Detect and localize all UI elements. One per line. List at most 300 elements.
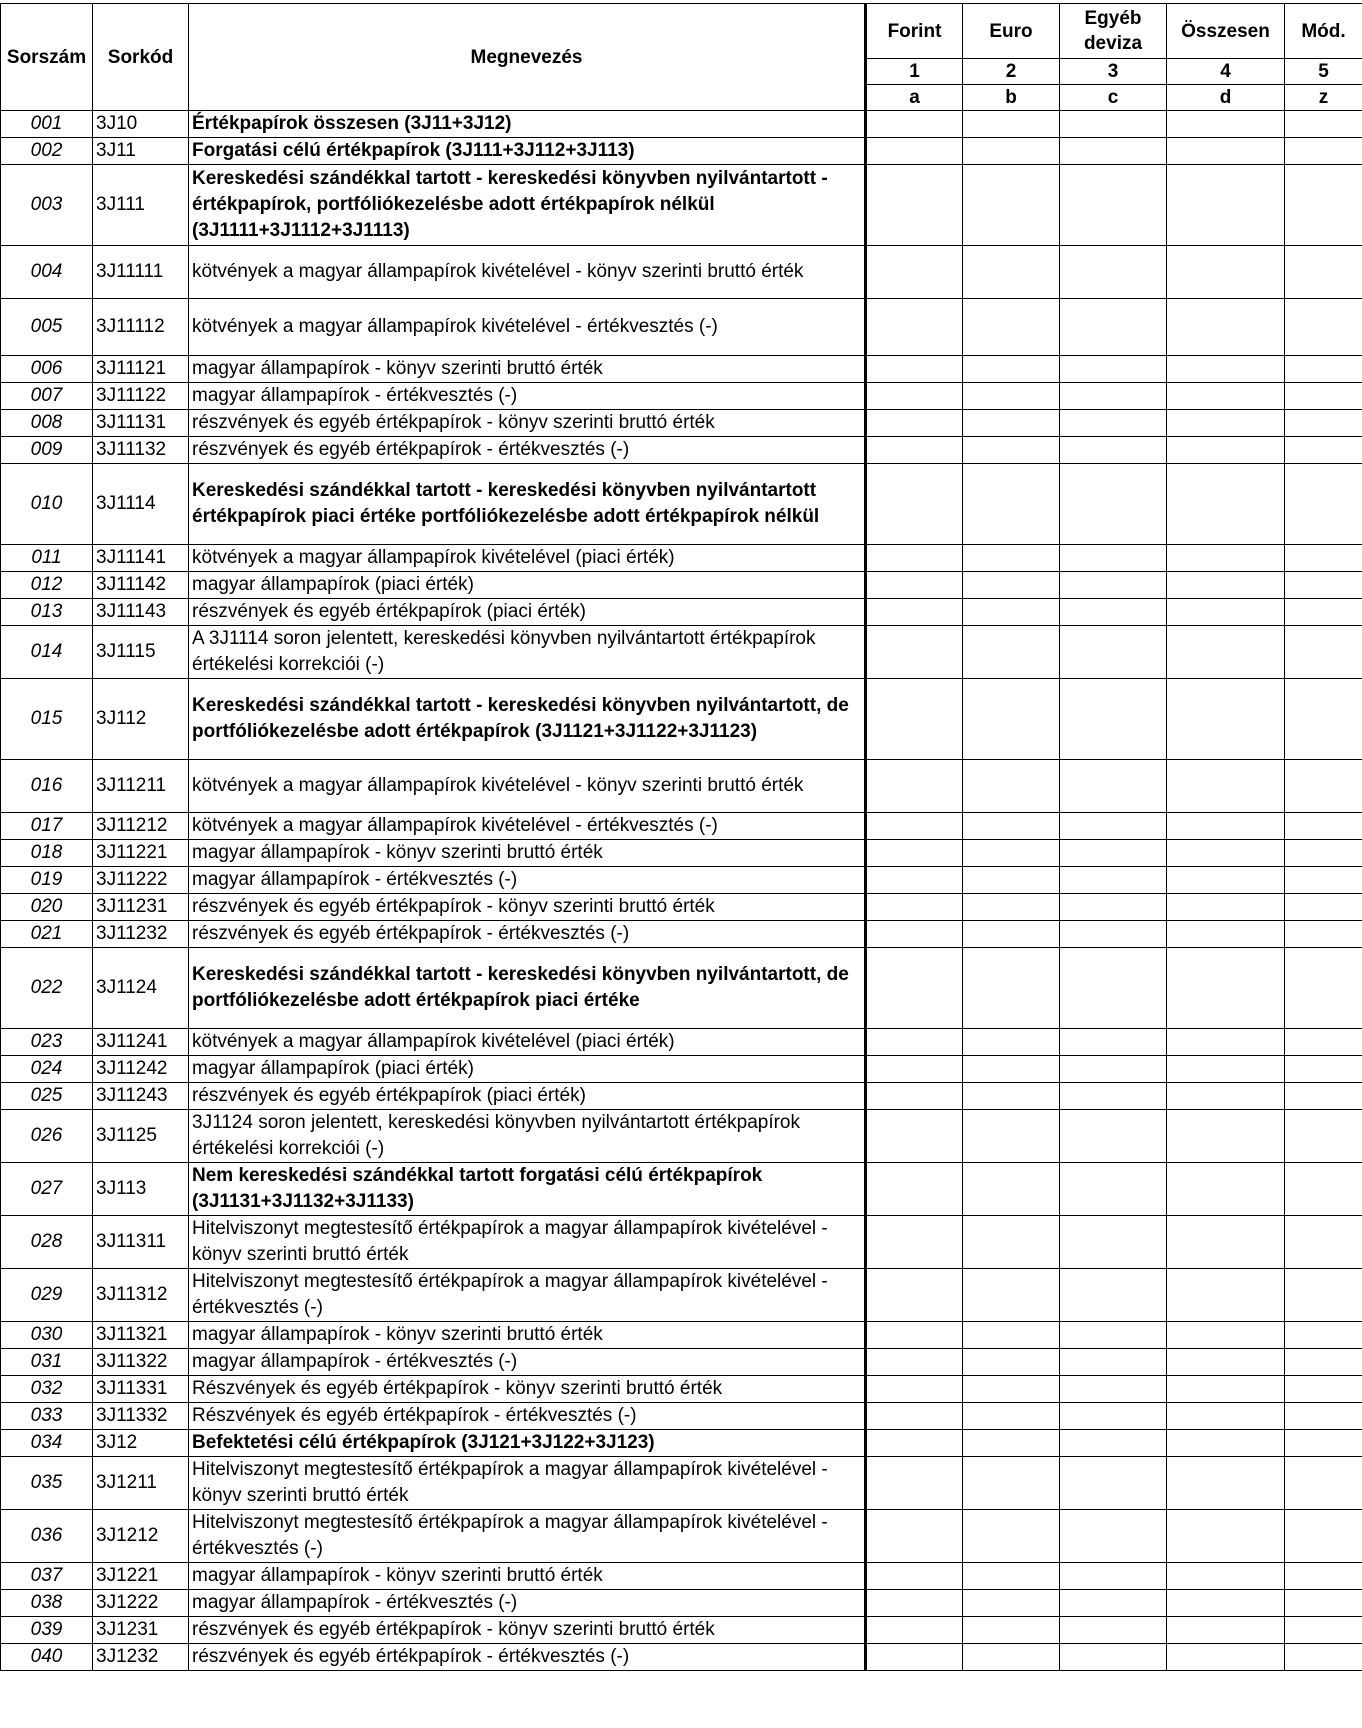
cell-egyeb-deviza[interactable] xyxy=(1060,599,1167,626)
cell-mod[interactable] xyxy=(1285,1110,1362,1163)
row-description: részvények és egyéb értékpapírok (piaci érték) xyxy=(189,1083,866,1110)
row-code: 3J11221 xyxy=(93,840,189,867)
cell-forint[interactable] xyxy=(866,1403,963,1430)
row-description: részvények és egyéb értékpapírok (piaci érték) xyxy=(189,599,866,626)
cell-egyeb-deviza[interactable] xyxy=(1060,840,1167,867)
row-code: 3J11141 xyxy=(93,545,189,572)
cell-egyeb-deviza[interactable] xyxy=(1060,1216,1167,1269)
cell-euro[interactable] xyxy=(963,1056,1060,1083)
cell-osszesen[interactable] xyxy=(1167,867,1285,894)
row-number: 004 xyxy=(1,246,93,299)
row-description: részvények és egyéb értékpapírok - értékvesztés (-) xyxy=(189,921,866,948)
row-description: A 3J1114 soron jelentett, kereskedési könyvben nyilvántartott értékpapírok értékelési korrekciói (-) xyxy=(189,626,866,679)
row-description: magyar állampapírok - értékvesztés (-) xyxy=(189,867,866,894)
cell-euro[interactable] xyxy=(963,1376,1060,1403)
table-row xyxy=(1,1617,1362,1644)
cell-mod[interactable] xyxy=(1285,1403,1362,1430)
cell-mod[interactable] xyxy=(1285,679,1362,760)
cell-forint[interactable] xyxy=(866,1590,963,1617)
cell-euro[interactable] xyxy=(963,1110,1060,1163)
cell-osszesen[interactable] xyxy=(1167,1617,1285,1644)
cell-mod[interactable] xyxy=(1285,867,1362,894)
cell-euro[interactable] xyxy=(963,1163,1060,1216)
cell-forint[interactable] xyxy=(866,383,963,410)
cell-mod[interactable] xyxy=(1285,1644,1362,1671)
cell-mod[interactable] xyxy=(1285,599,1362,626)
table-row xyxy=(1,1056,1362,1083)
header-letter-d: d xyxy=(1167,85,1285,111)
row-number: 016 xyxy=(1,760,93,813)
cell-mod[interactable] xyxy=(1285,111,1362,138)
cell-osszesen[interactable] xyxy=(1167,1056,1285,1083)
row-number: 021 xyxy=(1,921,93,948)
cell-euro[interactable] xyxy=(963,464,1060,545)
table-row xyxy=(1,165,1362,246)
cell-egyeb-deviza[interactable] xyxy=(1060,138,1167,165)
row-number: 034 xyxy=(1,1430,93,1457)
cell-mod[interactable] xyxy=(1285,1269,1362,1322)
header-col-egyeb-deviza: Egyéb deviza xyxy=(1060,4,1167,59)
row-code: 3J11331 xyxy=(93,1376,189,1403)
row-code: 3J1231 xyxy=(93,1617,189,1644)
cell-osszesen[interactable] xyxy=(1167,1029,1285,1056)
row-number: 031 xyxy=(1,1349,93,1376)
cell-osszesen[interactable] xyxy=(1167,437,1285,464)
row-code: 3J11231 xyxy=(93,894,189,921)
cell-osszesen[interactable] xyxy=(1167,246,1285,299)
row-description: Kereskedési szándékkal tartott - kereskedési könyvben nyilvántartott értékpapírok piaci értéke portfóliókezelésbe adott értékpapírok nélkül xyxy=(189,464,866,545)
cell-osszesen[interactable] xyxy=(1167,894,1285,921)
cell-osszesen[interactable] xyxy=(1167,1403,1285,1430)
cell-osszesen[interactable] xyxy=(1167,813,1285,840)
cell-egyeb-deviza[interactable] xyxy=(1060,760,1167,813)
cell-forint[interactable] xyxy=(866,1269,963,1322)
table-row xyxy=(1,921,1362,948)
cell-euro[interactable] xyxy=(963,1510,1060,1563)
cell-mod[interactable] xyxy=(1285,921,1362,948)
row-code: 3J11321 xyxy=(93,1322,189,1349)
cell-egyeb-deviza[interactable] xyxy=(1060,1457,1167,1510)
cell-egyeb-deviza[interactable] xyxy=(1060,1376,1167,1403)
cell-egyeb-deviza[interactable] xyxy=(1060,1403,1167,1430)
cell-forint[interactable] xyxy=(866,165,963,246)
cell-forint[interactable] xyxy=(866,948,963,1029)
cell-egyeb-deviza[interactable] xyxy=(1060,679,1167,760)
row-number: 024 xyxy=(1,1056,93,1083)
cell-forint[interactable] xyxy=(866,1110,963,1163)
row-description: részvények és egyéb értékpapírok - könyv szerinti bruttó érték xyxy=(189,1617,866,1644)
cell-egyeb-deviza[interactable] xyxy=(1060,383,1167,410)
row-code: 3J11243 xyxy=(93,1083,189,1110)
cell-osszesen[interactable] xyxy=(1167,383,1285,410)
table-row xyxy=(1,1430,1362,1457)
row-code: 3J1222 xyxy=(93,1590,189,1617)
row-code: 3J11312 xyxy=(93,1269,189,1322)
row-description: Befektetési célú értékpapírok (3J121+3J122+3J123) xyxy=(189,1430,866,1457)
cell-osszesen[interactable] xyxy=(1167,111,1285,138)
table-row xyxy=(1,840,1362,867)
cell-mod[interactable] xyxy=(1285,165,1362,246)
cell-osszesen[interactable] xyxy=(1167,1269,1285,1322)
row-code: 3J11111 xyxy=(93,246,189,299)
cell-egyeb-deviza[interactable] xyxy=(1060,1510,1167,1563)
cell-mod[interactable] xyxy=(1285,299,1362,356)
cell-egyeb-deviza[interactable] xyxy=(1060,1349,1167,1376)
cell-euro[interactable] xyxy=(963,1322,1060,1349)
row-number: 017 xyxy=(1,813,93,840)
cell-egyeb-deviza[interactable] xyxy=(1060,1563,1167,1590)
cell-euro[interactable] xyxy=(963,840,1060,867)
cell-osszesen[interactable] xyxy=(1167,356,1285,383)
cell-osszesen[interactable] xyxy=(1167,921,1285,948)
cell-euro[interactable] xyxy=(963,599,1060,626)
row-code: 3J11131 xyxy=(93,410,189,437)
cell-forint[interactable] xyxy=(866,1163,963,1216)
row-description: Forgatási célú értékpapírok (3J111+3J112+3J113) xyxy=(189,138,866,165)
cell-osszesen[interactable] xyxy=(1167,1457,1285,1510)
cell-osszesen[interactable] xyxy=(1167,464,1285,545)
row-description: magyar állampapírok (piaci érték) xyxy=(189,1056,866,1083)
cell-euro[interactable] xyxy=(963,1029,1060,1056)
row-code: 3J11232 xyxy=(93,921,189,948)
cell-forint[interactable] xyxy=(866,1349,963,1376)
cell-osszesen[interactable] xyxy=(1167,626,1285,679)
row-number: 010 xyxy=(1,464,93,545)
cell-mod[interactable] xyxy=(1285,948,1362,1029)
cell-forint[interactable] xyxy=(866,1617,963,1644)
cell-egyeb-deviza[interactable] xyxy=(1060,356,1167,383)
cell-egyeb-deviza[interactable] xyxy=(1060,1644,1167,1671)
header-num-5: 5 xyxy=(1285,59,1362,85)
report-table xyxy=(0,3,1362,1671)
row-code: 3J1115 xyxy=(93,626,189,679)
cell-mod[interactable] xyxy=(1285,572,1362,599)
cell-forint[interactable] xyxy=(866,840,963,867)
cell-mod[interactable] xyxy=(1285,626,1362,679)
row-code: 3J11121 xyxy=(93,356,189,383)
header-num-2: 2 xyxy=(963,59,1060,85)
cell-forint[interactable] xyxy=(866,760,963,813)
cell-osszesen[interactable] xyxy=(1167,1644,1285,1671)
cell-forint[interactable] xyxy=(866,1029,963,1056)
row-description: kötvények a magyar állampapírok kivételével - könyv szerinti bruttó érték xyxy=(189,760,866,813)
table-row xyxy=(1,599,1362,626)
cell-egyeb-deviza[interactable] xyxy=(1060,1322,1167,1349)
row-description: Részvények és egyéb értékpapírok - könyv szerinti bruttó érték xyxy=(189,1376,866,1403)
cell-mod[interactable] xyxy=(1285,437,1362,464)
row-description: Kereskedési szándékkal tartott - kereskedési könyvben nyilvántartott, de portfóliókezelésbe adott értékpapírok piaci értéke xyxy=(189,948,866,1029)
cell-euro[interactable] xyxy=(963,1269,1060,1322)
row-number: 025 xyxy=(1,1083,93,1110)
cell-osszesen[interactable] xyxy=(1167,138,1285,165)
cell-osszesen[interactable] xyxy=(1167,679,1285,760)
table-row xyxy=(1,111,1362,138)
row-number: 029 xyxy=(1,1269,93,1322)
cell-euro[interactable] xyxy=(963,894,1060,921)
cell-egyeb-deviza[interactable] xyxy=(1060,1056,1167,1083)
row-number: 009 xyxy=(1,437,93,464)
cell-mod[interactable] xyxy=(1285,1430,1362,1457)
cell-mod[interactable] xyxy=(1285,1029,1362,1056)
cell-egyeb-deviza[interactable] xyxy=(1060,1029,1167,1056)
cell-forint[interactable] xyxy=(866,111,963,138)
table-row xyxy=(1,1110,1362,1163)
cell-forint[interactable] xyxy=(866,1457,963,1510)
cell-euro[interactable] xyxy=(963,1216,1060,1269)
row-number: 012 xyxy=(1,572,93,599)
cell-osszesen[interactable] xyxy=(1167,948,1285,1029)
cell-mod[interactable] xyxy=(1285,1563,1362,1590)
cell-euro[interactable] xyxy=(963,383,1060,410)
row-code: 3J11311 xyxy=(93,1216,189,1269)
row-description: Hitelviszonyt megtestesítő értékpapírok a magyar állampapírok kivételével - könyv szerinti bruttó érték xyxy=(189,1457,866,1510)
cell-egyeb-deviza[interactable] xyxy=(1060,867,1167,894)
cell-egyeb-deviza[interactable] xyxy=(1060,1590,1167,1617)
cell-mod[interactable] xyxy=(1285,545,1362,572)
table-row xyxy=(1,383,1362,410)
cell-mod[interactable] xyxy=(1285,1083,1362,1110)
cell-egyeb-deviza[interactable] xyxy=(1060,894,1167,921)
row-number: 027 xyxy=(1,1163,93,1216)
header-letter-a: a xyxy=(866,85,963,111)
row-code: 3J112 xyxy=(93,679,189,760)
row-description: kötvények a magyar állampapírok kivételével - értékvesztés (-) xyxy=(189,299,866,356)
cell-egyeb-deviza[interactable] xyxy=(1060,1617,1167,1644)
cell-forint[interactable] xyxy=(866,572,963,599)
cell-euro[interactable] xyxy=(963,679,1060,760)
cell-forint[interactable] xyxy=(866,464,963,545)
cell-euro[interactable] xyxy=(963,545,1060,572)
cell-euro[interactable] xyxy=(963,1590,1060,1617)
cell-osszesen[interactable] xyxy=(1167,1163,1285,1216)
cell-mod[interactable] xyxy=(1285,464,1362,545)
row-description: kötvények a magyar állampapírok kivételével (piaci érték) xyxy=(189,545,866,572)
cell-forint[interactable] xyxy=(866,894,963,921)
cell-mod[interactable] xyxy=(1285,1510,1362,1563)
cell-mod[interactable] xyxy=(1285,840,1362,867)
row-number: 014 xyxy=(1,626,93,679)
row-number: 002 xyxy=(1,138,93,165)
cell-osszesen[interactable] xyxy=(1167,1322,1285,1349)
table-row xyxy=(1,1322,1362,1349)
cell-euro[interactable] xyxy=(963,1403,1060,1430)
cell-forint[interactable] xyxy=(866,679,963,760)
cell-egyeb-deviza[interactable] xyxy=(1060,1163,1167,1216)
cell-mod[interactable] xyxy=(1285,894,1362,921)
row-code: 3J1211 xyxy=(93,1457,189,1510)
table-row xyxy=(1,464,1362,545)
row-code: 3J1221 xyxy=(93,1563,189,1590)
cell-osszesen[interactable] xyxy=(1167,1510,1285,1563)
row-code: 3J12 xyxy=(93,1430,189,1457)
cell-egyeb-deviza[interactable] xyxy=(1060,246,1167,299)
row-description: magyar állampapírok - értékvesztés (-) xyxy=(189,1349,866,1376)
cell-mod[interactable] xyxy=(1285,1376,1362,1403)
row-number: 036 xyxy=(1,1510,93,1563)
cell-euro[interactable] xyxy=(963,948,1060,1029)
cell-osszesen[interactable] xyxy=(1167,1563,1285,1590)
cell-mod[interactable] xyxy=(1285,1457,1362,1510)
cell-forint[interactable] xyxy=(866,1216,963,1269)
row-number: 020 xyxy=(1,894,93,921)
cell-euro[interactable] xyxy=(963,1083,1060,1110)
table-row xyxy=(1,1510,1362,1563)
cell-egyeb-deviza[interactable] xyxy=(1060,948,1167,1029)
cell-osszesen[interactable] xyxy=(1167,165,1285,246)
cell-euro[interactable] xyxy=(963,921,1060,948)
row-code: 3J11142 xyxy=(93,572,189,599)
cell-euro[interactable] xyxy=(963,1349,1060,1376)
cell-forint[interactable] xyxy=(866,867,963,894)
cell-forint[interactable] xyxy=(866,1083,963,1110)
cell-euro[interactable] xyxy=(963,867,1060,894)
cell-mod[interactable] xyxy=(1285,1617,1362,1644)
cell-osszesen[interactable] xyxy=(1167,760,1285,813)
cell-euro[interactable] xyxy=(963,1617,1060,1644)
cell-euro[interactable] xyxy=(963,356,1060,383)
row-description: kötvények a magyar állampapírok kivételével - értékvesztés (-) xyxy=(189,813,866,840)
cell-egyeb-deviza[interactable] xyxy=(1060,410,1167,437)
row-code: 3J11143 xyxy=(93,599,189,626)
cell-forint[interactable] xyxy=(866,246,963,299)
row-code: 3J10 xyxy=(93,111,189,138)
cell-osszesen[interactable] xyxy=(1167,545,1285,572)
cell-mod[interactable] xyxy=(1285,246,1362,299)
row-code: 3J1114 xyxy=(93,464,189,545)
cell-osszesen[interactable] xyxy=(1167,1376,1285,1403)
table-row xyxy=(1,679,1362,760)
row-description: kötvények a magyar állampapírok kivételével - könyv szerinti bruttó érték xyxy=(189,246,866,299)
row-code: 3J11222 xyxy=(93,867,189,894)
cell-euro[interactable] xyxy=(963,111,1060,138)
cell-forint[interactable] xyxy=(866,299,963,356)
cell-forint[interactable] xyxy=(866,1563,963,1590)
row-description: 3J1124 soron jelentett, kereskedési könyvben nyilvántartott értékpapírok értékelési korrekciói (-) xyxy=(189,1110,866,1163)
cell-egyeb-deviza[interactable] xyxy=(1060,572,1167,599)
cell-euro[interactable] xyxy=(963,299,1060,356)
cell-forint[interactable] xyxy=(866,356,963,383)
cell-osszesen[interactable] xyxy=(1167,1430,1285,1457)
cell-euro[interactable] xyxy=(963,626,1060,679)
cell-forint[interactable] xyxy=(866,1430,963,1457)
table-row xyxy=(1,1029,1362,1056)
cell-osszesen[interactable] xyxy=(1167,572,1285,599)
cell-euro[interactable] xyxy=(963,246,1060,299)
cell-mod[interactable] xyxy=(1285,356,1362,383)
cell-forint[interactable] xyxy=(866,410,963,437)
cell-forint[interactable] xyxy=(866,1510,963,1563)
cell-egyeb-deviza[interactable] xyxy=(1060,1269,1167,1322)
table-body xyxy=(1,4,1362,1671)
cell-mod[interactable] xyxy=(1285,760,1362,813)
cell-egyeb-deviza[interactable] xyxy=(1060,1083,1167,1110)
cell-mod[interactable] xyxy=(1285,1322,1362,1349)
cell-mod[interactable] xyxy=(1285,1349,1362,1376)
row-code: 3J1124 xyxy=(93,948,189,1029)
cell-euro[interactable] xyxy=(963,813,1060,840)
cell-euro[interactable] xyxy=(963,1430,1060,1457)
cell-osszesen[interactable] xyxy=(1167,599,1285,626)
cell-forint[interactable] xyxy=(866,437,963,464)
cell-forint[interactable] xyxy=(866,626,963,679)
cell-egyeb-deviza[interactable] xyxy=(1060,813,1167,840)
cell-euro[interactable] xyxy=(963,1644,1060,1671)
cell-forint[interactable] xyxy=(866,1056,963,1083)
cell-euro[interactable] xyxy=(963,760,1060,813)
cell-euro[interactable] xyxy=(963,1563,1060,1590)
cell-forint[interactable] xyxy=(866,921,963,948)
cell-osszesen[interactable] xyxy=(1167,299,1285,356)
cell-forint[interactable] xyxy=(866,138,963,165)
table-row xyxy=(1,572,1362,599)
cell-mod[interactable] xyxy=(1285,1216,1362,1269)
cell-forint[interactable] xyxy=(866,599,963,626)
cell-osszesen[interactable] xyxy=(1167,840,1285,867)
table-row xyxy=(1,626,1362,679)
cell-euro[interactable] xyxy=(963,410,1060,437)
cell-mod[interactable] xyxy=(1285,410,1362,437)
header-num-4: 4 xyxy=(1167,59,1285,85)
cell-egyeb-deviza[interactable] xyxy=(1060,545,1167,572)
cell-forint[interactable] xyxy=(866,1644,963,1671)
cell-euro[interactable] xyxy=(963,138,1060,165)
cell-euro[interactable] xyxy=(963,1457,1060,1510)
cell-mod[interactable] xyxy=(1285,1590,1362,1617)
row-number: 007 xyxy=(1,383,93,410)
row-description: magyar állampapírok - könyv szerinti bruttó érték xyxy=(189,1563,866,1590)
header-col-mod: Mód. xyxy=(1285,4,1362,59)
cell-egyeb-deviza[interactable] xyxy=(1060,165,1167,246)
row-number: 006 xyxy=(1,356,93,383)
cell-mod[interactable] xyxy=(1285,138,1362,165)
cell-egyeb-deviza[interactable] xyxy=(1060,626,1167,679)
cell-forint[interactable] xyxy=(866,1376,963,1403)
cell-egyeb-deviza[interactable] xyxy=(1060,437,1167,464)
cell-osszesen[interactable] xyxy=(1167,1083,1285,1110)
cell-forint[interactable] xyxy=(866,545,963,572)
row-code: 3J11132 xyxy=(93,437,189,464)
cell-euro[interactable] xyxy=(963,572,1060,599)
cell-egyeb-deviza[interactable] xyxy=(1060,1110,1167,1163)
cell-egyeb-deviza[interactable] xyxy=(1060,111,1167,138)
cell-euro[interactable] xyxy=(963,437,1060,464)
table-row xyxy=(1,894,1362,921)
cell-mod[interactable] xyxy=(1285,383,1362,410)
cell-osszesen[interactable] xyxy=(1167,1349,1285,1376)
cell-osszesen[interactable] xyxy=(1167,1110,1285,1163)
cell-mod[interactable] xyxy=(1285,1056,1362,1083)
header-letter-b: b xyxy=(963,85,1060,111)
cell-forint[interactable] xyxy=(866,813,963,840)
cell-forint[interactable] xyxy=(866,1322,963,1349)
cell-osszesen[interactable] xyxy=(1167,1216,1285,1269)
row-description: Kereskedési szándékkal tartott - kereskedési könyvben nyilvántartott - értékpapírok, portfóliókezelésbe adott értékpapírok nélkül (3J1111+3J1112+3J1113) xyxy=(189,165,866,246)
cell-egyeb-deviza[interactable] xyxy=(1060,299,1167,356)
cell-osszesen[interactable] xyxy=(1167,1590,1285,1617)
table-row xyxy=(1,246,1362,299)
table-row xyxy=(1,545,1362,572)
cell-egyeb-deviza[interactable] xyxy=(1060,464,1167,545)
cell-osszesen[interactable] xyxy=(1167,410,1285,437)
cell-egyeb-deviza[interactable] xyxy=(1060,1430,1167,1457)
row-description: Értékpapírok összesen (3J11+3J12) xyxy=(189,111,866,138)
cell-egyeb-deviza[interactable] xyxy=(1060,921,1167,948)
cell-mod[interactable] xyxy=(1285,813,1362,840)
cell-mod[interactable] xyxy=(1285,1163,1362,1216)
row-description: részvények és egyéb értékpapírok - könyv szerinti bruttó érték xyxy=(189,410,866,437)
cell-euro[interactable] xyxy=(963,165,1060,246)
header-col-euro: Euro xyxy=(963,4,1060,59)
